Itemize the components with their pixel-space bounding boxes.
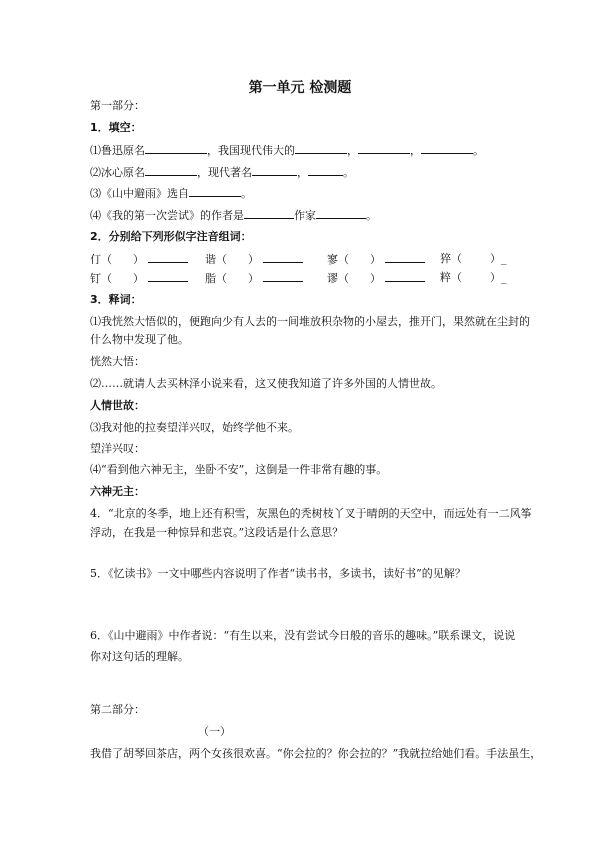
- q2-row2-col3: 谬（ ）: [327, 271, 425, 286]
- q1-item3: ⑶《山中避雨》选自 。: [90, 187, 252, 200]
- q2-heading: 2．分别给下列形似字注音组词：: [90, 230, 252, 243]
- q4-line2: 浮动，在我是一种惊异和悲哀。”这段话是什么意思？: [90, 526, 344, 539]
- answer-blank[interactable]: [148, 271, 188, 282]
- answer-blank[interactable]: [189, 186, 241, 197]
- q3-sentence1b: 什么物中发现了他。: [90, 333, 189, 346]
- q3-heading: 3．释词：: [90, 293, 142, 306]
- q1-item4: ⑷《我的第一次尝试》的作者是 作家 。: [90, 209, 377, 222]
- q3-sentence1a: ⑴我恍然大悟似的，便跑向少有人去的一间堆放积杂物的小屋去，推开门，果然就在尘封的: [90, 315, 530, 328]
- answer-blank[interactable]: [145, 143, 207, 154]
- answer-blank[interactable]: [358, 143, 410, 154]
- q4-line1: 4．“北京的冬季，地上还有积雪，灰黑色的秃树枝丫叉于晴朗的天空中，而远处有一二风筝: [90, 507, 532, 520]
- q2-row2-col4: 粹（ ）_: [440, 271, 507, 284]
- q3-word1: 恍然大悟：: [90, 355, 145, 368]
- q1-heading: 1．填空：: [90, 121, 142, 134]
- q3-word3: 望洋兴叹：: [90, 442, 145, 455]
- q2-row1-col3: 寥（ ）: [327, 252, 425, 267]
- q3-sentence3: ⑶我对他的拉奏望洋兴叹，始终学他不来。: [90, 421, 299, 434]
- answer-blank[interactable]: [385, 271, 425, 282]
- q3-word4: 六神无主：: [90, 485, 145, 498]
- answer-blank[interactable]: [308, 165, 343, 176]
- section-one-label: （一）: [198, 725, 231, 738]
- part2-label: 第二部分：: [90, 703, 145, 716]
- answer-blank[interactable]: [421, 143, 473, 154]
- answer-blank[interactable]: [252, 165, 297, 176]
- page-title: 第一单元 检测题: [248, 80, 352, 96]
- q2-row1-col2: 谐（ ）: [205, 252, 303, 267]
- q3-word2: 人情世故：: [90, 399, 145, 412]
- answer-blank[interactable]: [148, 252, 188, 263]
- answer-blank[interactable]: [145, 165, 197, 176]
- q2-row2-col2: 脂（ ）: [205, 271, 303, 286]
- q2-row2-col1: 钉（ ）: [90, 271, 188, 286]
- answer-blank[interactable]: [385, 252, 425, 263]
- answer-blank[interactable]: [263, 271, 303, 282]
- q3-sentence4: ⑷“看到他六神无主，坐卧不安”，这倒是一件非常有趣的事。: [90, 463, 388, 476]
- answer-blank[interactable]: [263, 252, 303, 263]
- q3-sentence2: ⑵……就请人去买林泽小说来看，这又使我知道了许多外国的人情世故。: [90, 377, 442, 390]
- answer-blank[interactable]: [295, 143, 347, 154]
- q5-line: 5．《忆读书》一文中哪些内容说明了作者“读书书，多读书，读好书”的见解？: [90, 567, 466, 580]
- part1-label: 第一部分：: [90, 99, 145, 112]
- q6-line1: 6．《山中避雨》中作者说：“有生以来，没有尝试今日般的音乐的趣味。”联系课文，说说: [90, 629, 516, 642]
- q1-item1: ⑴鲁迅原名 ，我国现代伟大的 ， ， 。: [90, 144, 484, 157]
- q1-item2: ⑵冰心原名 ，现代著名 ， 。: [90, 166, 354, 179]
- q2-row1-col1: 仃（ ）: [90, 252, 188, 267]
- passage-line1: 我借了胡琴回茶店，两个女孩很欢喜。“你会拉的？你会拉的？”我就拉给她们看。手法虽生，: [90, 747, 542, 760]
- q6-line2: 你对这句话的理解。: [90, 650, 189, 663]
- answer-blank[interactable]: [244, 208, 294, 219]
- answer-blank[interactable]: [316, 208, 366, 219]
- q2-row1-col4: 猝（ ）_: [440, 252, 507, 265]
